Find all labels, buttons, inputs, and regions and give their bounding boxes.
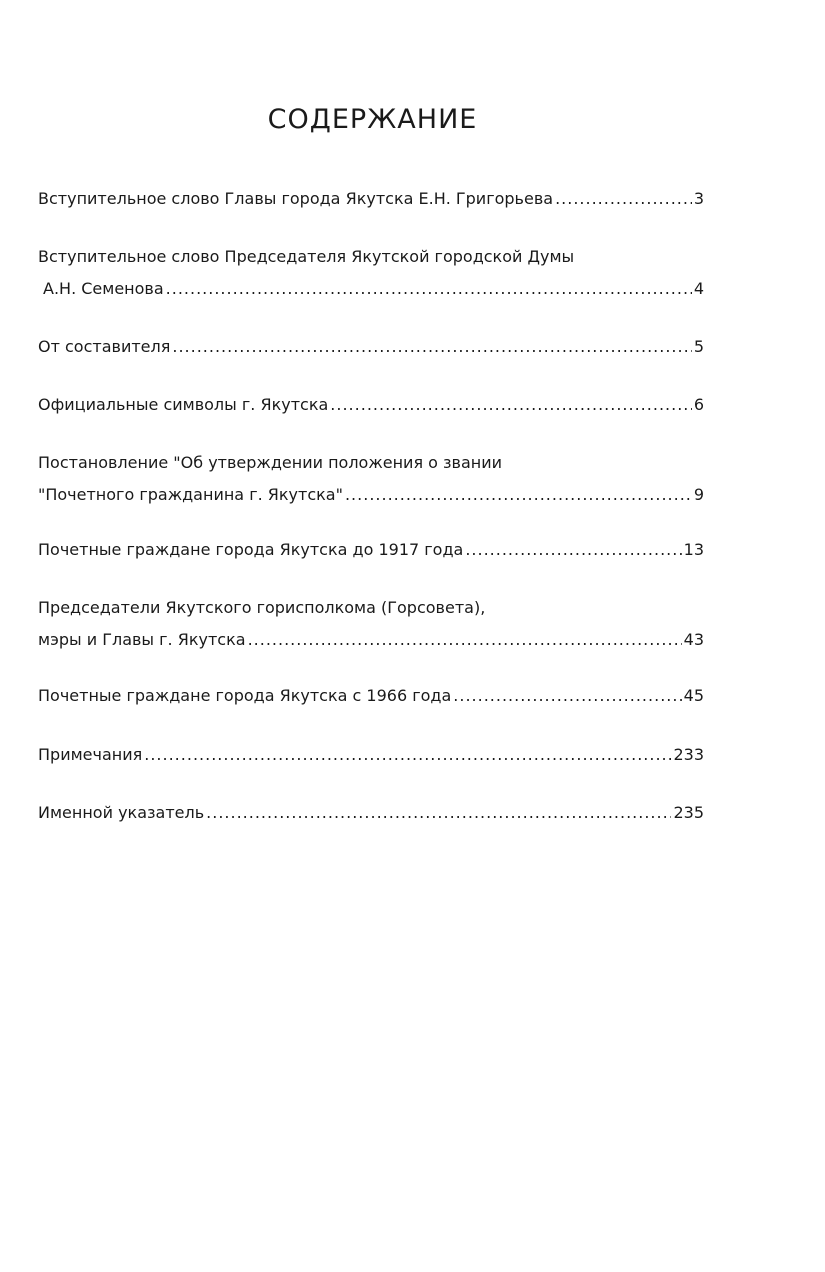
toc-entry-title: Почетные граждане города Якутска с 1966 года	[38, 686, 452, 705]
toc-entry-title: Официальные символы г. Якутска	[38, 395, 329, 414]
toc-page-number: 13	[683, 540, 704, 559]
toc-leader-dots	[206, 797, 671, 829]
toc-entry-line	[38, 680, 704, 712]
toc-entry-line	[38, 183, 704, 215]
toc-entry-title: Примечания	[38, 745, 143, 764]
toc-entry-line	[38, 797, 704, 829]
toc-entry-title: "Почетного гражданина г. Якутска"	[38, 485, 343, 504]
toc-page-number: 4	[693, 279, 704, 298]
toc-entry[interactable]	[38, 739, 704, 771]
toc-leader-dots	[330, 389, 692, 421]
toc-entry-title: Именной указатель	[38, 803, 205, 822]
toc-page-number: 235	[673, 803, 704, 822]
toc-entry[interactable]	[38, 447, 704, 511]
toc-page-number: 233	[673, 745, 704, 764]
toc-entry[interactable]	[38, 331, 704, 363]
toc-entry[interactable]	[38, 592, 704, 656]
toc-page-number: 3	[693, 189, 704, 208]
toc-page-number: 43	[683, 630, 704, 649]
toc-entry-title: Почетные граждане города Якутска до 1917 года	[38, 540, 464, 559]
toc-entry[interactable]	[38, 389, 704, 421]
toc-entry-line	[38, 624, 704, 656]
toc-entry-title-line1: Председатели Якутского горисполкома (Горсовета),	[38, 598, 486, 617]
toc-entry[interactable]	[38, 183, 704, 215]
toc-page-number: 45	[683, 686, 704, 705]
toc-leader-dots	[172, 331, 691, 363]
toc-entry-title: От составителя	[38, 337, 171, 356]
toc-leader-dots	[453, 680, 681, 712]
toc-page-number: 9	[693, 485, 704, 504]
toc-entry-line	[38, 534, 704, 566]
toc-leader-dots	[248, 624, 682, 656]
toc-entry-line	[38, 331, 704, 363]
toc-entry-line	[38, 479, 704, 511]
toc-entry-title: Вступительное слово Главы города Якутска Е.Н. Григорьева	[38, 189, 554, 208]
toc-leader-dots	[144, 739, 671, 771]
toc-entry-title: А.Н. Семенова	[43, 279, 164, 298]
toc-entry[interactable]	[38, 534, 704, 566]
toc-leader-dots	[555, 183, 692, 215]
toc-entry[interactable]	[38, 797, 704, 829]
toc-entry[interactable]	[38, 241, 704, 305]
toc-leader-dots	[465, 534, 681, 566]
toc-leader-dots	[345, 479, 692, 511]
toc-leader-dots	[166, 273, 692, 305]
toc-entry[interactable]	[38, 680, 704, 712]
toc-entry-title-line1: Вступительное слово Председателя Якутской городской Думы	[38, 247, 575, 266]
toc-entry-line	[38, 739, 704, 771]
toc-entry-title-line1: Постановление "Об утверждении положения о звании	[38, 453, 503, 472]
toc-entry-line	[38, 389, 704, 421]
toc-page-number: 6	[693, 395, 704, 414]
toc-entry-line	[38, 273, 704, 305]
toc-entry-title: мэры и Главы г. Якутска	[38, 630, 246, 649]
page-title: СОДЕРЖАНИЕ	[267, 104, 478, 135]
toc-page-number: 5	[693, 337, 704, 356]
